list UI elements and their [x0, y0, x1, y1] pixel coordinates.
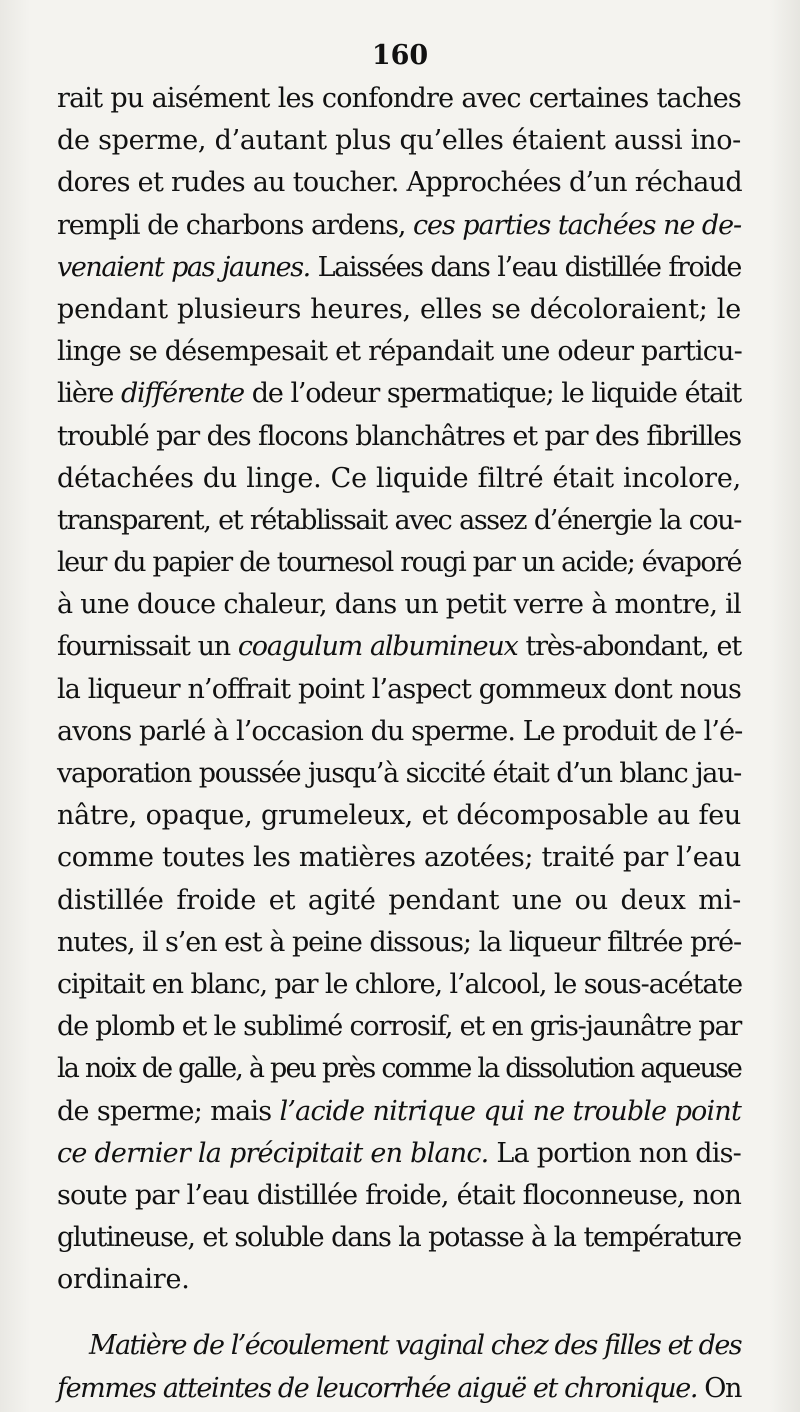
text-line: nutes, il s’en est à peine dissous; la liqueur filtrée pré-: [57, 926, 741, 958]
text-line: détachées du linge. Ce liquide filtré était incolore,: [57, 462, 741, 494]
text-line: ordinaire.: [57, 1264, 190, 1296]
text-line: venaient pas jaunes. Laissées dans l’eau distillée froide: [57, 251, 741, 283]
text-line: avons parlé à l’occasion du sperme. Le produit de l’é-: [57, 715, 743, 747]
text-line: rait pu aisément les confondre avec certaines taches: [57, 83, 741, 114]
text-line: femmes atteintes de leucorrhée aiguë et chronique. On: [57, 1372, 741, 1404]
text-line: à une douce chaleur, dans un petit verre à montre, il: [57, 589, 741, 621]
text-line: soute par l’eau distillée froide, était floconneuse, non: [57, 1179, 741, 1211]
text-line: la liqueur n’offrait point l’aspect gommeux dont nous: [57, 673, 741, 705]
text-line: dores et rudes au toucher. Approchées d’un réchaud: [57, 167, 742, 199]
text-line: vaporation poussée jusqu’à siccité était d’un blanc jau-: [57, 758, 741, 789]
text-line: de sperme; mais l’acide nitrique qui ne trouble point: [57, 1095, 741, 1127]
text-line: distillée froide et agité pendant une ou deux mi-: [57, 884, 741, 916]
text-line: la noix de galle, à peu près comme la dissolution aqueuse: [57, 1053, 741, 1085]
text-line: Matière de l’écoulement vaginal chez des filles et des: [89, 1330, 741, 1362]
text-line: nâtre, opaque, grumeleux, et décomposable au feu: [57, 800, 741, 832]
text-line: leur du papier de tournesol rougi par un acide; évaporé: [57, 547, 741, 579]
text-line: lière différente de l’odeur spermatique; le liquide était: [57, 378, 741, 410]
text-line: fournissait un coagulum albumineux très-abondant, et: [57, 631, 741, 663]
text-line: ce dernier la précipitait en blanc. La portion non dis-: [57, 1137, 741, 1169]
paragraph-gap: [57, 1301, 741, 1325]
text-line: glutineuse, et soluble dans la potasse à la température: [57, 1222, 741, 1254]
text-line: de plomb et le sublimé corrosif, et en gris-jaunâtre par: [57, 1011, 742, 1043]
body-text: [57, 78, 741, 1410]
text-line: transparent, et rétablissait avec assez d’énergie la cou-: [57, 504, 741, 536]
text-line: linge se désempesait et répandait une odeur particu-: [57, 336, 742, 368]
text-line: rempli de charbons ardens, ces parties tachées ne de-: [57, 209, 741, 241]
page-number: 160: [371, 40, 429, 71]
text-line: cipitait en blanc, par le chlore, l’alcool, le sous-acétate: [57, 968, 742, 1000]
text-line: comme toutes les matières azotées; traité par l’eau: [57, 842, 741, 874]
text-line: pendant plusieurs heures, elles se décoloraient; le: [57, 293, 741, 325]
text-line: de sperme, d’autant plus qu’elles étaient aussi ino-: [57, 125, 741, 157]
text-line: troublé par des flocons blanchâtres et par des fibrilles: [57, 420, 741, 452]
